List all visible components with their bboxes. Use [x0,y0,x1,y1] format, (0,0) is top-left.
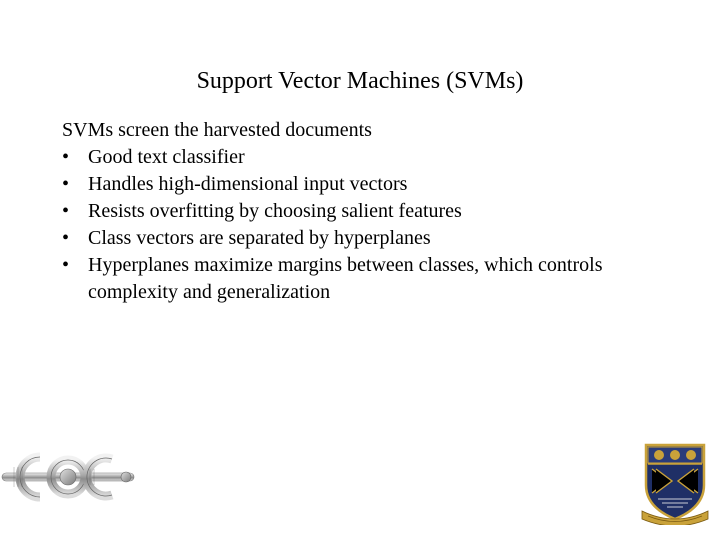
bullet-dot: • [62,200,70,222]
list-item [62,225,662,252]
coc-logo-icon [0,445,136,507]
bullet-dot: • [62,227,70,249]
bullet-text: Resists overfitting by choosing salient features [88,200,462,222]
list-item [62,171,662,198]
slide-title: Support Vector Machines (SVMs) [196,68,524,94]
slide-content [62,117,662,306]
intro-text: SVMs screen the harvested documents [62,119,372,141]
bullet-text: Class vectors are separated by hyperplanes [88,227,431,249]
list-item [62,144,662,171]
bullet-dot: • [62,173,70,195]
bullet-list [62,144,662,306]
bullet-text: Good text classifier [88,146,245,168]
bullet-dot: • [62,146,70,168]
bullet-text: Handles high-dimensional input vectors [88,173,408,195]
list-item [62,198,662,225]
list-item [62,252,662,306]
university-crest-icon [638,441,712,525]
bullet-text: Hyperplanes maximize margins between classes, which controls complexity and generalization [88,254,603,303]
bullet-dot: • [62,254,70,276]
